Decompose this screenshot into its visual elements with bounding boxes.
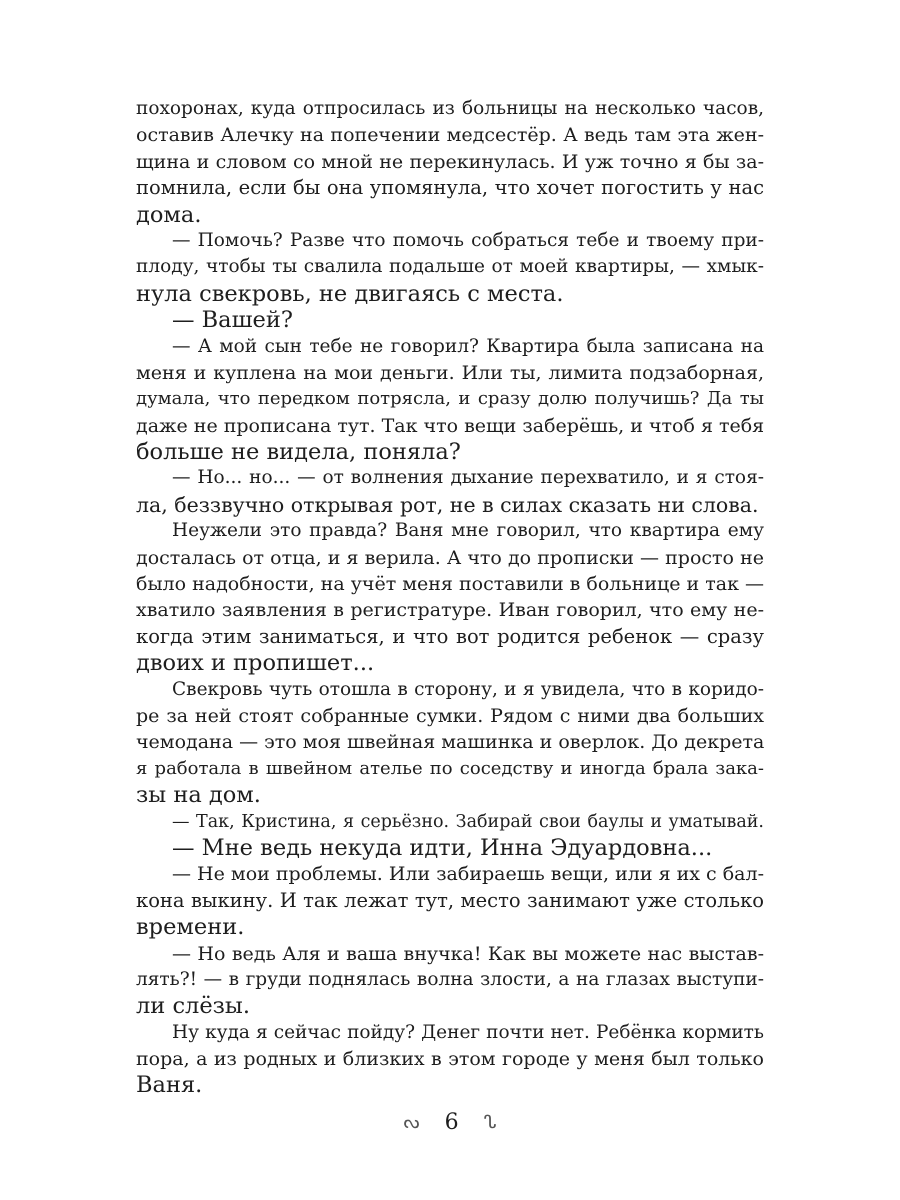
text-line: дома. [136, 201, 202, 228]
text-line: плоду, чтобы ты свалила подальше от моей квартиры, — хмык- [136, 256, 764, 278]
text-line: — Мне ведь некуда идти, Инна Эдуардовна... [172, 834, 713, 861]
text-line: ла, беззвучно открывая рот, не в силах сказать ни слова. [136, 492, 759, 517]
text-line: похоронах, куда отпросилась из больницы на несколько часов, [136, 98, 764, 119]
text-line: нула свекровь, не двигаясь с места. [136, 280, 564, 307]
text-line: ли слёзы. [136, 993, 250, 1020]
text-line: досталась от отца, и я верила. А что до прописки — просто не [136, 546, 764, 569]
page-number: 6 [444, 1110, 459, 1135]
text-line: ре за ней стоят собранные сумки. Рядом с ними два больших [136, 704, 764, 727]
text-line: было надобности, на учёт меня поставили в больнице и так — [136, 573, 764, 596]
text-line: Свекровь чуть отошла в сторону, и я увидела, что в коридо- [172, 678, 764, 700]
page-footer [0, 1110, 900, 1136]
text-line: Неужели это правда? Ваня мне говорил, что квартира ему [172, 520, 764, 542]
text-line: лять?! — в груди поднялась волна злости, а на глазах выступи- [136, 968, 764, 990]
text-line: пора, а из родных и близких в этом городе у меня был только [136, 1048, 764, 1071]
text-line: меня и куплена на мои деньги. Или ты, лимита подзаборная, [136, 361, 764, 384]
text-line: помнила, если бы она упомянула, что хочет погостить у нас [136, 176, 764, 200]
text-line: — Вашей? [172, 307, 293, 334]
text-line: — Но ведь Аля и ваша внучка! Как вы можете нас выстав- [172, 942, 764, 965]
text-line: — Но... но... — от волнения дыхание перехватило, и я стоя- [172, 467, 764, 489]
text-line: я работала в швейном ателье по соседству и иногда брала зака- [136, 757, 764, 779]
text-line: щина и словом со мной не перекинулась. И уж точно я бы за- [136, 150, 764, 173]
text-line: больше не видела, поняла? [136, 439, 461, 466]
text-line: Ну куда я сейчас пойду? Денег почти нет. Ребёнка кормить [172, 1021, 764, 1043]
text-line: — Так, Кристина, я серьёзно. Забирай свои баулы и уматывай. [172, 811, 764, 832]
text-line: хватило заявления в регистратуре. Иван говорил, что ему не- [136, 599, 764, 622]
text-line: времени. [136, 914, 245, 941]
text-line: кона выкину. И так лежат тут, место занимают уже столько [136, 888, 764, 912]
text-line: чемодана — это моя швейная машинка и оверлок. До декрета [136, 731, 765, 754]
text-line: зы на дом. [136, 782, 261, 809]
text-line: думала, что передком потрясла, и сразу долю получишь? Да ты [136, 388, 764, 410]
text-line: двоих и пропишет... [136, 650, 375, 677]
text-line: даже не прописана тут. Так что вещи заберёшь, и чтоб я тебя [136, 414, 765, 437]
body-text [136, 96, 764, 1099]
left-ornament-icon: ᔓ [403, 1112, 420, 1133]
text-line: оставив Алечку на попечении медсестёр. А ведь там эта жен- [136, 124, 764, 147]
text-line: Ваня. [136, 1072, 203, 1099]
text-line: — Не мои проблемы. Или забираешь вещи, или я их с бал- [172, 863, 764, 886]
text-line: когда этим заниматься, и что вот родится ребенок — сразу [136, 624, 764, 648]
text-line: — Помочь? Разве что помочь собраться тебе и твоему при- [172, 229, 764, 251]
right-ornament-icon: ᔐ [483, 1112, 497, 1133]
text-line: — А мой сын тебе не говорил? Квартира была записана на [172, 335, 764, 357]
